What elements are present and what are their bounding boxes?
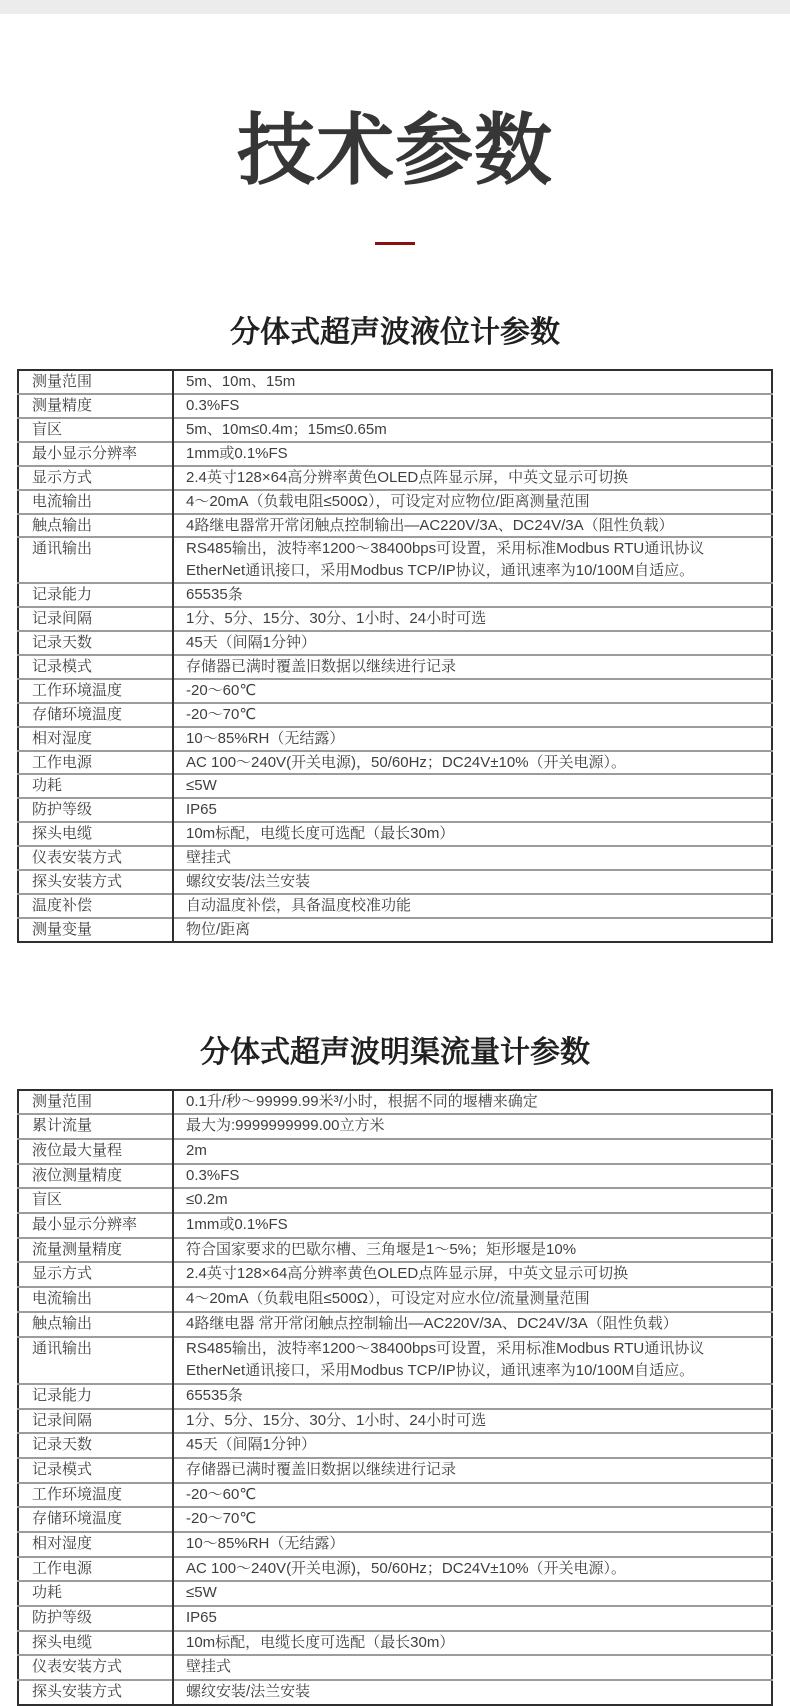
value-line: 存储器已满时覆盖旧数据以继续进行记录 bbox=[186, 657, 457, 675]
row-value bbox=[173, 1581, 772, 1606]
row-label: 功耗 bbox=[18, 774, 173, 798]
top-bar bbox=[0, 0, 790, 14]
row-value bbox=[173, 1433, 772, 1458]
table-row bbox=[18, 394, 772, 418]
row-value bbox=[173, 1483, 772, 1508]
title-divider bbox=[375, 242, 415, 245]
row-label: 测量范围 bbox=[18, 1090, 173, 1115]
row-value bbox=[173, 1287, 772, 1312]
row-label: 仪表安装方式 bbox=[18, 1655, 173, 1680]
table-row bbox=[18, 1139, 772, 1164]
row-value bbox=[173, 1139, 772, 1164]
value-line: 螺纹安装/法兰安装 bbox=[186, 1683, 311, 1701]
row-label: 液位最大量程 bbox=[18, 1139, 173, 1164]
row-label: 累计流量 bbox=[18, 1114, 173, 1139]
value-line: 4～20mA（负载电阻≤500Ω），可设定对应水位/流量测量范围 bbox=[186, 1290, 590, 1308]
value-line: IP65 bbox=[186, 1609, 217, 1627]
row-label: 防护等级 bbox=[18, 798, 173, 822]
table-row bbox=[18, 442, 772, 466]
value-line: 2.4英寸128×64高分辨率黄色OLED点阵显示屏，中英文显示可切换 bbox=[186, 468, 629, 486]
table-row bbox=[18, 774, 772, 798]
row-value bbox=[173, 727, 772, 751]
section-flow-meter bbox=[0, 1036, 790, 1706]
table-row bbox=[18, 1409, 772, 1434]
row-value bbox=[173, 1557, 772, 1582]
value-line: 4路继电器 常开常闭触点控制输出—AC220V/3A、DC24V/3A（阻性负载） bbox=[186, 1314, 678, 1332]
table-row bbox=[18, 1287, 772, 1312]
row-value bbox=[173, 846, 772, 870]
table-row bbox=[18, 418, 772, 442]
row-value bbox=[173, 514, 772, 538]
section-heading: 分体式超声波明渠流量计参数 bbox=[200, 1035, 590, 1069]
table-row bbox=[18, 466, 772, 490]
value-line: 0.3%FS bbox=[186, 1166, 240, 1184]
value-line: 0.3%FS bbox=[186, 397, 240, 415]
table-row bbox=[18, 583, 772, 607]
row-value bbox=[173, 1188, 772, 1213]
table-row bbox=[18, 703, 772, 727]
row-value bbox=[173, 1090, 772, 1115]
table-row bbox=[18, 679, 772, 703]
row-label: 电流输出 bbox=[18, 490, 173, 514]
table-row bbox=[18, 846, 772, 870]
value-line: 壁挂式 bbox=[186, 1658, 232, 1676]
row-label: 记录能力 bbox=[18, 1384, 173, 1409]
value-line: 0.1升/秒～99999.99米³/小时，根据不同的堰槽来确定 bbox=[186, 1092, 538, 1110]
value-line: 5m、10m≤0.4m；15m≤0.65m bbox=[186, 421, 387, 439]
table-row bbox=[18, 798, 772, 822]
value-line: RS485输出，波特率1200～38400bps可设置，采用标准Modbus RTU通讯协议 bbox=[186, 1339, 705, 1357]
value-line: 最大为:9999999999.00立方米 bbox=[186, 1117, 385, 1135]
row-label: 记录天数 bbox=[18, 1433, 173, 1458]
value-line: 自动温度补偿，具备温度校准功能 bbox=[186, 896, 412, 914]
table-row bbox=[18, 1337, 772, 1384]
value-line: RS485输出，波特率1200～38400bps可设置，采用标准Modbus RTU通讯协议 bbox=[186, 540, 705, 558]
value-line: 存储器已满时覆盖旧数据以继续进行记录 bbox=[186, 1460, 457, 1478]
value-line: 10～85%RH（无结露） bbox=[186, 729, 345, 747]
table-row bbox=[18, 1114, 772, 1139]
row-label: 显示方式 bbox=[18, 1262, 173, 1287]
value-line: 10～85%RH（无结露） bbox=[186, 1535, 345, 1552]
table-row bbox=[18, 631, 772, 655]
value-line: 1mm或0.1%FS bbox=[186, 444, 288, 462]
table-row bbox=[18, 1507, 772, 1532]
row-label: 存储环境温度 bbox=[18, 703, 173, 727]
row-value bbox=[173, 1312, 772, 1337]
table-row bbox=[18, 514, 772, 538]
value-line: 10m标配，电缆长度可选配（最长30m） bbox=[186, 825, 455, 843]
row-value bbox=[173, 1458, 772, 1483]
value-line: ≤0.2m bbox=[186, 1191, 228, 1209]
row-value bbox=[173, 1507, 772, 1532]
row-value bbox=[173, 1213, 772, 1238]
row-label: 工作电源 bbox=[18, 1557, 173, 1582]
page-title: 技术参数 bbox=[236, 106, 553, 194]
row-value bbox=[173, 1680, 772, 1705]
table-row bbox=[18, 655, 772, 679]
row-value bbox=[173, 774, 772, 798]
table-row bbox=[18, 918, 772, 942]
row-value bbox=[173, 918, 772, 942]
row-label: 探头安装方式 bbox=[18, 1680, 173, 1705]
table-row bbox=[18, 1433, 772, 1458]
row-value bbox=[173, 1384, 772, 1409]
table-row bbox=[18, 751, 772, 775]
spec-table-flow-meter bbox=[17, 1089, 773, 1706]
row-value bbox=[173, 1164, 772, 1189]
row-value bbox=[173, 822, 772, 846]
row-label: 记录间隔 bbox=[18, 1409, 173, 1434]
value-line: 2.4英寸128×64高分辨率黄色OLED点阵显示屏，中英文显示可切换 bbox=[186, 1265, 629, 1283]
row-value bbox=[173, 894, 772, 918]
value-line: EtherNet通讯接口，采用Modbus TCP/IP协议，通讯速率为10/100M自适应。 bbox=[186, 562, 695, 580]
row-value bbox=[173, 870, 772, 894]
table-row bbox=[18, 1164, 772, 1189]
row-label: 记录模式 bbox=[18, 655, 173, 679]
row-value bbox=[173, 537, 772, 583]
row-value bbox=[173, 798, 772, 822]
row-value bbox=[173, 418, 772, 442]
row-label: 工作电源 bbox=[18, 751, 173, 775]
row-label: 功耗 bbox=[18, 1581, 173, 1606]
table-row bbox=[18, 870, 772, 894]
value-line: 1分、5分、15分、30分、1小时、24小时可选 bbox=[186, 610, 487, 628]
row-label: 盲区 bbox=[18, 418, 173, 442]
value-line: 65535条 bbox=[186, 586, 243, 604]
row-value bbox=[173, 1262, 772, 1287]
row-value bbox=[173, 1631, 772, 1656]
value-line: 10m标配，电缆长度可选配（最长30m） bbox=[186, 1633, 455, 1651]
table-row bbox=[18, 1312, 772, 1337]
table-row bbox=[18, 1213, 772, 1238]
row-label: 液位测量精度 bbox=[18, 1164, 173, 1189]
table-row bbox=[18, 1606, 772, 1631]
row-label: 流量测量精度 bbox=[18, 1238, 173, 1263]
value-line: 45天（间隔1分钟） bbox=[186, 1436, 317, 1454]
table-row bbox=[18, 1458, 772, 1483]
row-label: 探头电缆 bbox=[18, 822, 173, 846]
row-value bbox=[173, 631, 772, 655]
table-row bbox=[18, 1680, 772, 1705]
table-row bbox=[18, 1581, 772, 1606]
row-value bbox=[173, 583, 772, 607]
section-level-meter bbox=[0, 316, 790, 942]
row-label: 仪表安装方式 bbox=[18, 846, 173, 870]
value-line: ≤5W bbox=[186, 1584, 217, 1602]
row-value bbox=[173, 370, 772, 394]
table-row bbox=[18, 1238, 772, 1263]
value-line: IP65 bbox=[186, 801, 217, 819]
row-label: 显示方式 bbox=[18, 466, 173, 490]
row-label: 探头安装方式 bbox=[18, 870, 173, 894]
value-line: 1分、5分、15分、30分、1小时、24小时可选 bbox=[186, 1411, 487, 1429]
table-row bbox=[18, 822, 772, 846]
row-label: 最小显示分辨率 bbox=[18, 442, 173, 466]
row-value bbox=[173, 1532, 772, 1557]
row-value bbox=[173, 1655, 772, 1680]
table-row bbox=[18, 1384, 772, 1409]
row-label: 工作环境温度 bbox=[18, 679, 173, 703]
row-label: 温度补偿 bbox=[18, 894, 173, 918]
value-line: ≤5W bbox=[186, 777, 217, 795]
table-row bbox=[18, 607, 772, 631]
value-line: -20～60℃ bbox=[186, 681, 257, 699]
row-value bbox=[173, 394, 772, 418]
value-line: AC 100～240V(开关电源)，50/60Hz；DC24V±10%（开关电源）。 bbox=[186, 753, 627, 771]
value-line: 1mm或0.1%FS bbox=[186, 1216, 288, 1234]
table-row bbox=[18, 1262, 772, 1287]
row-value bbox=[173, 703, 772, 727]
row-label: 相对湿度 bbox=[18, 727, 173, 751]
row-value bbox=[173, 655, 772, 679]
table-row bbox=[18, 1483, 772, 1508]
row-value bbox=[173, 466, 772, 490]
row-label: 触点输出 bbox=[18, 1312, 173, 1337]
value-line: 螺纹安装/法兰安装 bbox=[186, 872, 311, 890]
value-line: 符合国家要求的巴歇尔槽、三角堰是1～5%；矩形堰是10% bbox=[186, 1240, 577, 1258]
row-value bbox=[173, 751, 772, 775]
section-heading: 分体式超声波液位计参数 bbox=[230, 316, 560, 350]
row-label: 测量变量 bbox=[18, 918, 173, 942]
value-line: EtherNet通讯接口，采用Modbus TCP/IP协议，通讯速率为10/100M自适应。 bbox=[186, 1362, 695, 1380]
value-line: -20～70℃ bbox=[186, 1510, 257, 1528]
table-row bbox=[18, 1655, 772, 1680]
row-label: 工作环境温度 bbox=[18, 1483, 173, 1508]
row-value bbox=[173, 1114, 772, 1139]
row-value bbox=[173, 679, 772, 703]
row-label: 通讯输出 bbox=[18, 1337, 173, 1384]
row-label: 通讯输出 bbox=[18, 537, 173, 583]
row-value bbox=[173, 490, 772, 514]
row-label: 探头电缆 bbox=[18, 1631, 173, 1656]
row-value bbox=[173, 1606, 772, 1631]
row-label: 盲区 bbox=[18, 1188, 173, 1213]
table-row bbox=[18, 537, 772, 583]
row-label: 记录天数 bbox=[18, 631, 173, 655]
row-label: 最小显示分辨率 bbox=[18, 1213, 173, 1238]
spec-table-level-meter bbox=[17, 369, 773, 942]
value-line: 4路继电器常开常闭触点控制输出—AC220V/3A、DC24V/3A（阻性负载） bbox=[186, 516, 674, 534]
table-row bbox=[18, 1188, 772, 1213]
row-label: 存储环境温度 bbox=[18, 1507, 173, 1532]
row-label: 记录模式 bbox=[18, 1458, 173, 1483]
row-value bbox=[173, 1409, 772, 1434]
value-line: 4～20mA（负载电阻≤500Ω），可设定对应物位/距离测量范围 bbox=[186, 492, 590, 510]
value-line: 2m bbox=[186, 1142, 207, 1159]
table-row bbox=[18, 727, 772, 751]
row-label: 记录能力 bbox=[18, 583, 173, 607]
row-label: 相对湿度 bbox=[18, 1532, 173, 1557]
value-line: -20～70℃ bbox=[186, 705, 257, 723]
row-label: 记录间隔 bbox=[18, 607, 173, 631]
row-label: 电流输出 bbox=[18, 1287, 173, 1312]
row-value bbox=[173, 607, 772, 631]
table-row bbox=[18, 370, 772, 394]
table-row bbox=[18, 894, 772, 918]
row-value bbox=[173, 1337, 772, 1384]
value-line: AC 100～240V(开关电源)，50/60Hz；DC24V±10%（开关电源）。 bbox=[186, 1559, 627, 1577]
row-label: 测量范围 bbox=[18, 370, 173, 394]
table-row bbox=[18, 490, 772, 514]
row-label: 测量精度 bbox=[18, 394, 173, 418]
table-row bbox=[18, 1557, 772, 1582]
row-label: 触点输出 bbox=[18, 514, 173, 538]
table-row bbox=[18, 1631, 772, 1656]
value-line: 物位/距离 bbox=[186, 920, 251, 938]
table-row bbox=[18, 1532, 772, 1557]
row-label: 防护等级 bbox=[18, 1606, 173, 1631]
value-line: 45天（间隔1分钟） bbox=[186, 634, 317, 652]
value-line: -20～60℃ bbox=[186, 1485, 257, 1503]
value-line: 65535条 bbox=[186, 1386, 243, 1404]
value-line: 5m、10m、15m bbox=[186, 373, 296, 391]
table-row bbox=[18, 1090, 772, 1115]
row-value bbox=[173, 442, 772, 466]
value-line: 壁挂式 bbox=[186, 849, 232, 867]
row-value bbox=[173, 1238, 772, 1263]
